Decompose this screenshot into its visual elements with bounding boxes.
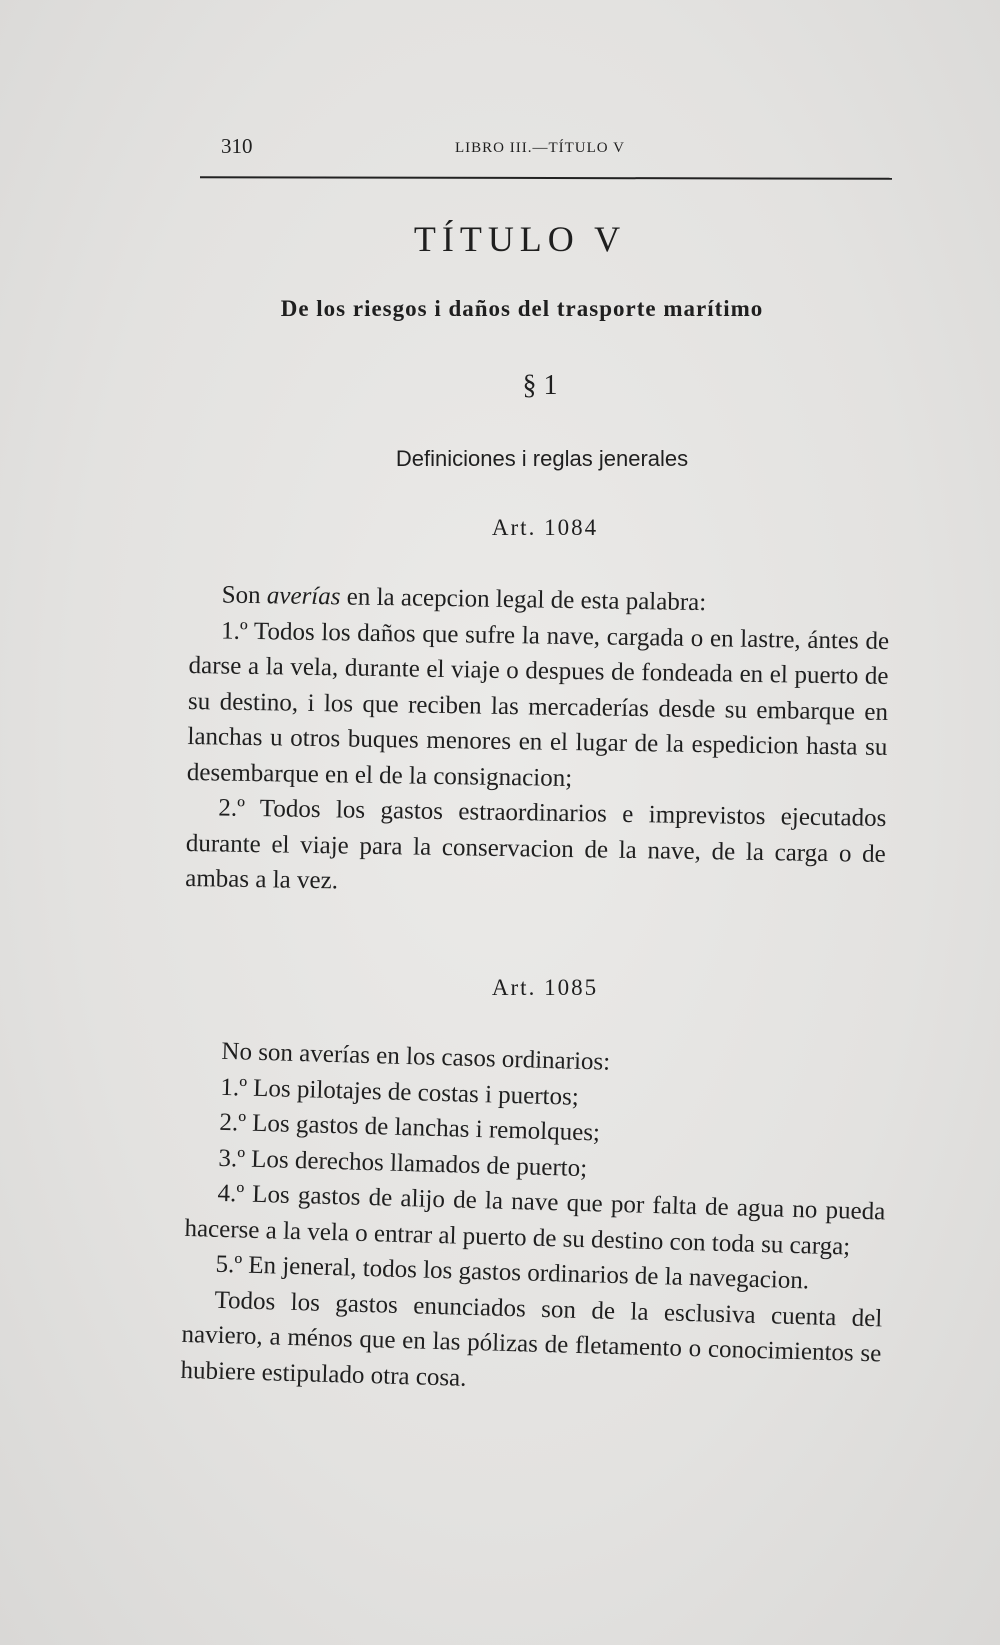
article-1085-heading: Art. 1085 <box>491 975 599 1000</box>
article-1085-item-2: 2.º Los gastos de lanchas i remolques; <box>219 1108 601 1147</box>
article-1084-item-1: 1.º Todos los daños que sufre la nave, cargada o en lastre, ántes de darse a la vela, durante el viaje o despues de fondeada en el puerto de su destino, i los que reciben las mercaderías desde su embarque en lanchas u otros buques menores en el lugar de la espedicion hasta su desembarque en el de la consignacion; <box>186 616 890 792</box>
article-1085-body <box>180 1033 890 1407</box>
intro-emphasis: averías <box>266 582 341 611</box>
article-1085-item-1: 1.º Los pilotajes de costas i puertos; <box>220 1073 580 1111</box>
article-1085-item-3: 3.º Los derechos llamados de puerto; <box>218 1144 588 1182</box>
intro-text-before: Son <box>221 581 268 610</box>
article-1085-closing: Todos los gastos enunciados son de la esclusiva cuenta del naviero, a ménos que en las pólizas de fletamento o conocimientos se hubiere estipulado otra cosa. <box>180 1286 883 1392</box>
running-title: LIBRO III.—TÍTULO V <box>455 140 625 156</box>
intro-text-after: en la acepcion legal de esta palabra: <box>340 583 707 617</box>
section-heading: Definiciones i reglas jenerales <box>395 446 689 471</box>
title-heading: TÍTULO V <box>413 219 627 259</box>
article-1084-heading: Art. 1084 <box>491 515 599 540</box>
section-mark: § 1 <box>522 370 558 401</box>
article-1085-item-5: 5.º En jeneral, todos los gastos ordinarios de la navegacion. <box>215 1250 810 1295</box>
title-subheading: De los riesgos i daños del trasporte marítimo <box>280 296 764 321</box>
running-head <box>215 130 895 170</box>
article-1084-body <box>185 577 890 907</box>
page-number: 310 <box>221 134 253 158</box>
article-1084-item-2: 2.º Todos los gastos estraordinarios e imprevistos ejecutados durante el viaje para la conservacion de la nave, de la carga o de ambas a la vez. <box>185 794 887 895</box>
article-1085-intro: No son averías en los casos ordinarios: <box>221 1037 611 1076</box>
header-rule <box>200 176 892 179</box>
article-1085-item-4: 4.º Los gastos de alijo de la nave que por falta de agua no pueda hacerse a la vela o entrar al puerto de su destino con toda su carga; <box>184 1179 886 1261</box>
